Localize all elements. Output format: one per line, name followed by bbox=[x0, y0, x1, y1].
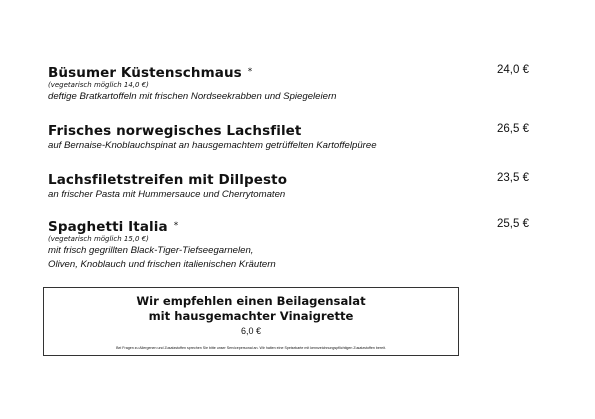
menu-item bbox=[48, 64, 548, 104]
recommendation-box bbox=[43, 287, 459, 356]
recommendation-line: mit hausgemachter Vinaigrette bbox=[148, 309, 354, 323]
recommendation-title bbox=[44, 294, 458, 324]
dish-name: Lachsfiletstreifen mit Dillpesto bbox=[48, 172, 288, 188]
allergen-note: Bei Fragen zu Allergenen und Zusatzstoffen sprechen Sie bitte unser Servicepersonal an. Wir halten eine Speisekarte mit kennzeichnungspflichtigen Zusatzstoffen bereit. bbox=[116, 346, 386, 350]
dish-description: deftige Bratkartoffeln mit frischen Nordseekrabben und Spiegeleiern bbox=[48, 91, 337, 102]
menu-item bbox=[48, 123, 548, 153]
dish-price: 25,5 € bbox=[497, 218, 529, 230]
dish-name: Frisches norwegisches Lachsfilet bbox=[48, 123, 302, 139]
footnote-star: * bbox=[173, 221, 179, 231]
recommendation-line: Wir empfehlen einen Beilagensalat bbox=[136, 294, 366, 308]
recommendation-price: 6,0 € bbox=[240, 326, 262, 336]
dish-description: auf Bernaise-Knoblauchspinat an hausgemachtem getrüffelten Kartoffelpüree bbox=[48, 140, 377, 151]
menu-item bbox=[48, 172, 548, 202]
vegetarian-note: (vegetarisch möglich 15,0 €) bbox=[48, 235, 149, 243]
dish-name: Büsumer Küstenschmaus bbox=[48, 65, 242, 81]
dish-description: mit frisch gegrillten Black-Tiger-Tiefseegarnelen, bbox=[48, 245, 254, 256]
menu-item bbox=[48, 218, 548, 272]
dish-price: 24,0 € bbox=[497, 64, 529, 76]
dish-price: 23,5 € bbox=[497, 172, 529, 184]
dish-description: an frischer Pasta mit Hummersauce und Cherrytomaten bbox=[48, 189, 286, 200]
dish-price: 26,5 € bbox=[497, 123, 529, 135]
footnote-star: * bbox=[247, 67, 253, 77]
dish-description: Oliven, Knoblauch und frischen italienischen Kräutern bbox=[48, 259, 276, 270]
dish-name: Spaghetti Italia bbox=[48, 219, 168, 235]
vegetarian-note: (vegetarisch möglich 14,0 €) bbox=[48, 81, 149, 89]
